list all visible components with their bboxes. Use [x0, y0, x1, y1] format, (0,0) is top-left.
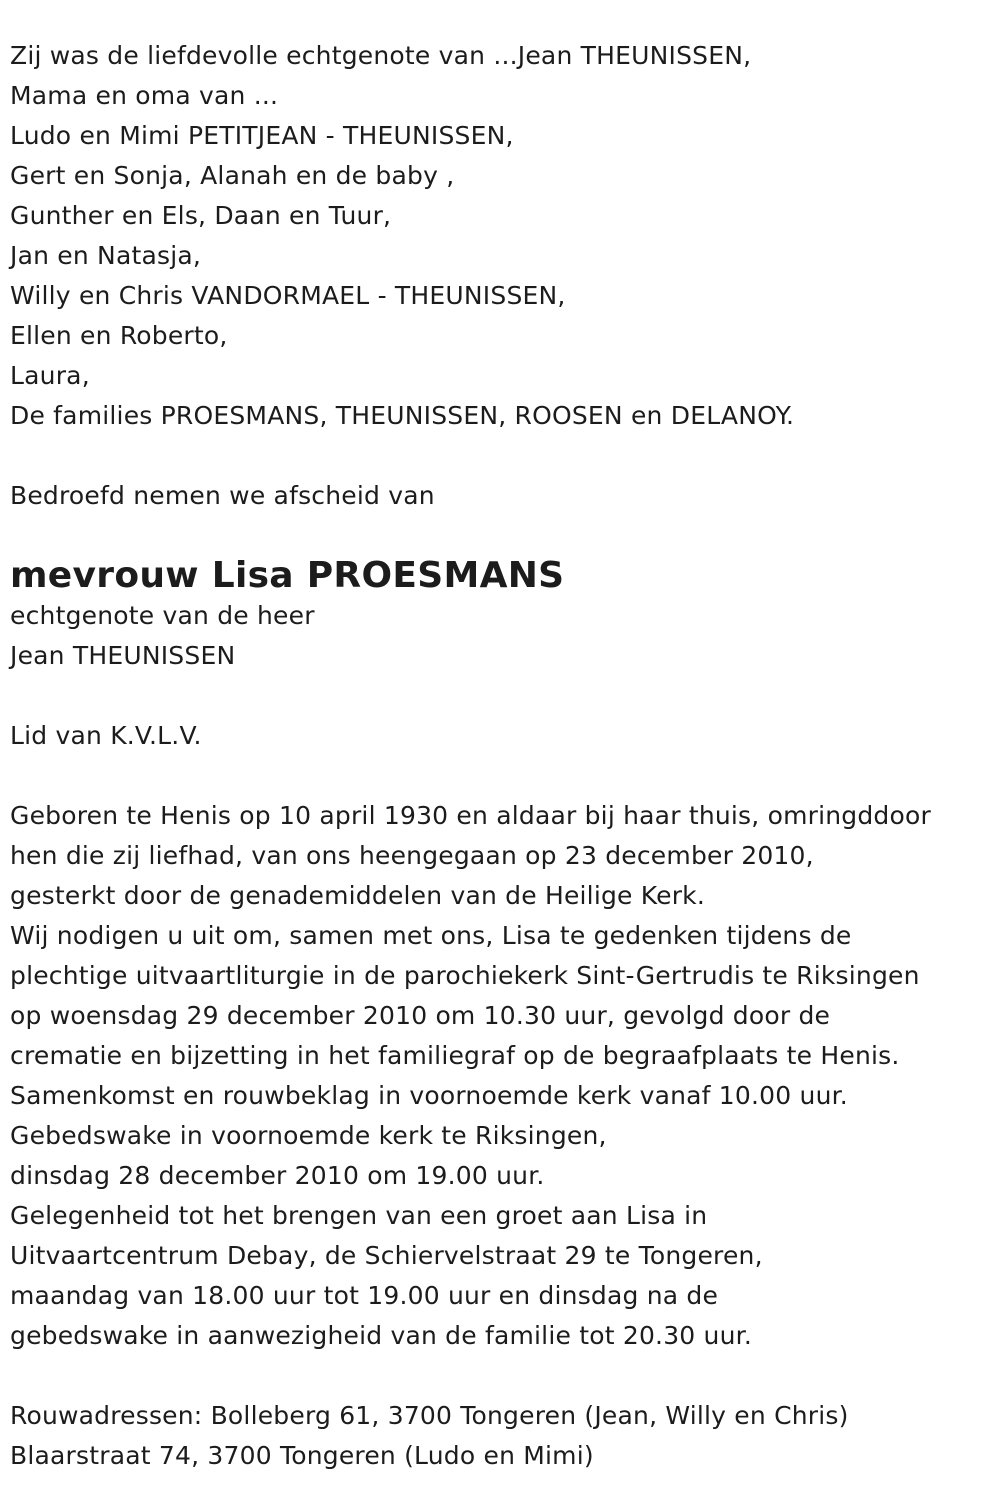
details-line: dinsdag 28 december 2010 om 19.00 uur. [10, 1161, 545, 1190]
details-line: Wij nodigen u uit om, samen met ons, Lisa te gedenken tijdens de [10, 921, 852, 950]
family-line: Gert en Sonja, Alanah en de baby , [10, 161, 455, 190]
addresses-block [10, 1396, 990, 1476]
address-line: Blaarstraat 74, 3700 Tongeren (Ludo en Mimi) [10, 1441, 594, 1470]
deceased-name: mevrouw Lisa PROESMANS [10, 555, 565, 596]
family-line: Willy en Chris VANDORMAEL - THEUNISSEN, [10, 281, 566, 310]
family-line: Ellen en Roberto, [10, 321, 228, 350]
spouse-line: Jean THEUNISSEN [10, 641, 236, 670]
details-line: plechtige uitvaartliturgie in de parochiekerk Sint-Gertrudis te Riksingen [10, 961, 920, 990]
spacer [10, 756, 990, 796]
details-line: Gelegenheid tot het brengen van een groet aan Lisa in [10, 1201, 708, 1230]
details-line: crematie en bijzetting in het familiegraf op de begraafplaats te Henis. [10, 1041, 900, 1070]
details-line: gesterkt door de genademiddelen van de Heilige Kerk. [10, 881, 705, 910]
spouse-line: echtgenote van de heer [10, 601, 315, 630]
details-line: Gebedswake in voornoemde kerk te Riksingen, [10, 1121, 607, 1150]
family-line: Zij was de liefdevolle echtgenote van ...Jean THEUNISSEN, [10, 41, 752, 70]
spacer [10, 436, 990, 476]
obituary-document [10, 36, 990, 1476]
spacer [10, 676, 990, 716]
family-block [10, 36, 990, 436]
details-line: gebedswake in aanwezigheid van de familie tot 20.30 uur. [10, 1321, 752, 1350]
details-line: op woensdag 29 december 2010 om 10.30 uur, gevolgd door de [10, 1001, 831, 1030]
details-block [10, 796, 990, 1356]
family-line: Jan en Natasja, [10, 241, 202, 270]
family-line: Mama en oma van ... [10, 81, 279, 110]
details-line: maandag van 18.00 uur tot 19.00 uur en dinsdag na de [10, 1281, 719, 1310]
details-line: Uitvaartcentrum Debay, de Schiervelstraat 29 te Tongeren, [10, 1241, 763, 1270]
details-line: Samenkomst en rouwbeklag in voornoemde kerk vanaf 10.00 uur. [10, 1081, 848, 1110]
intro-text: Bedroefd nemen we afscheid van [10, 481, 435, 510]
details-line: Geboren te Henis op 10 april 1930 en aldaar bij haar thuis, omringddoor [10, 801, 931, 830]
spacer [10, 1356, 990, 1396]
address-line: Rouwadressen: Bolleberg 61, 3700 Tongeren (Jean, Willy en Chris) [10, 1401, 849, 1430]
family-line: Gunther en Els, Daan en Tuur, [10, 201, 392, 230]
spouse-block [10, 596, 990, 676]
spacer [10, 516, 990, 552]
details-line: hen die zij liefhad, van ons heengegaan op 23 december 2010, [10, 841, 814, 870]
membership-text: Lid van K.V.L.V. [10, 721, 202, 750]
family-line: Ludo en Mimi PETITJEAN - THEUNISSEN, [10, 121, 514, 150]
family-line: Laura, [10, 361, 90, 390]
family-line: De families PROESMANS, THEUNISSEN, ROOSEN en DELANOY. [10, 401, 795, 430]
